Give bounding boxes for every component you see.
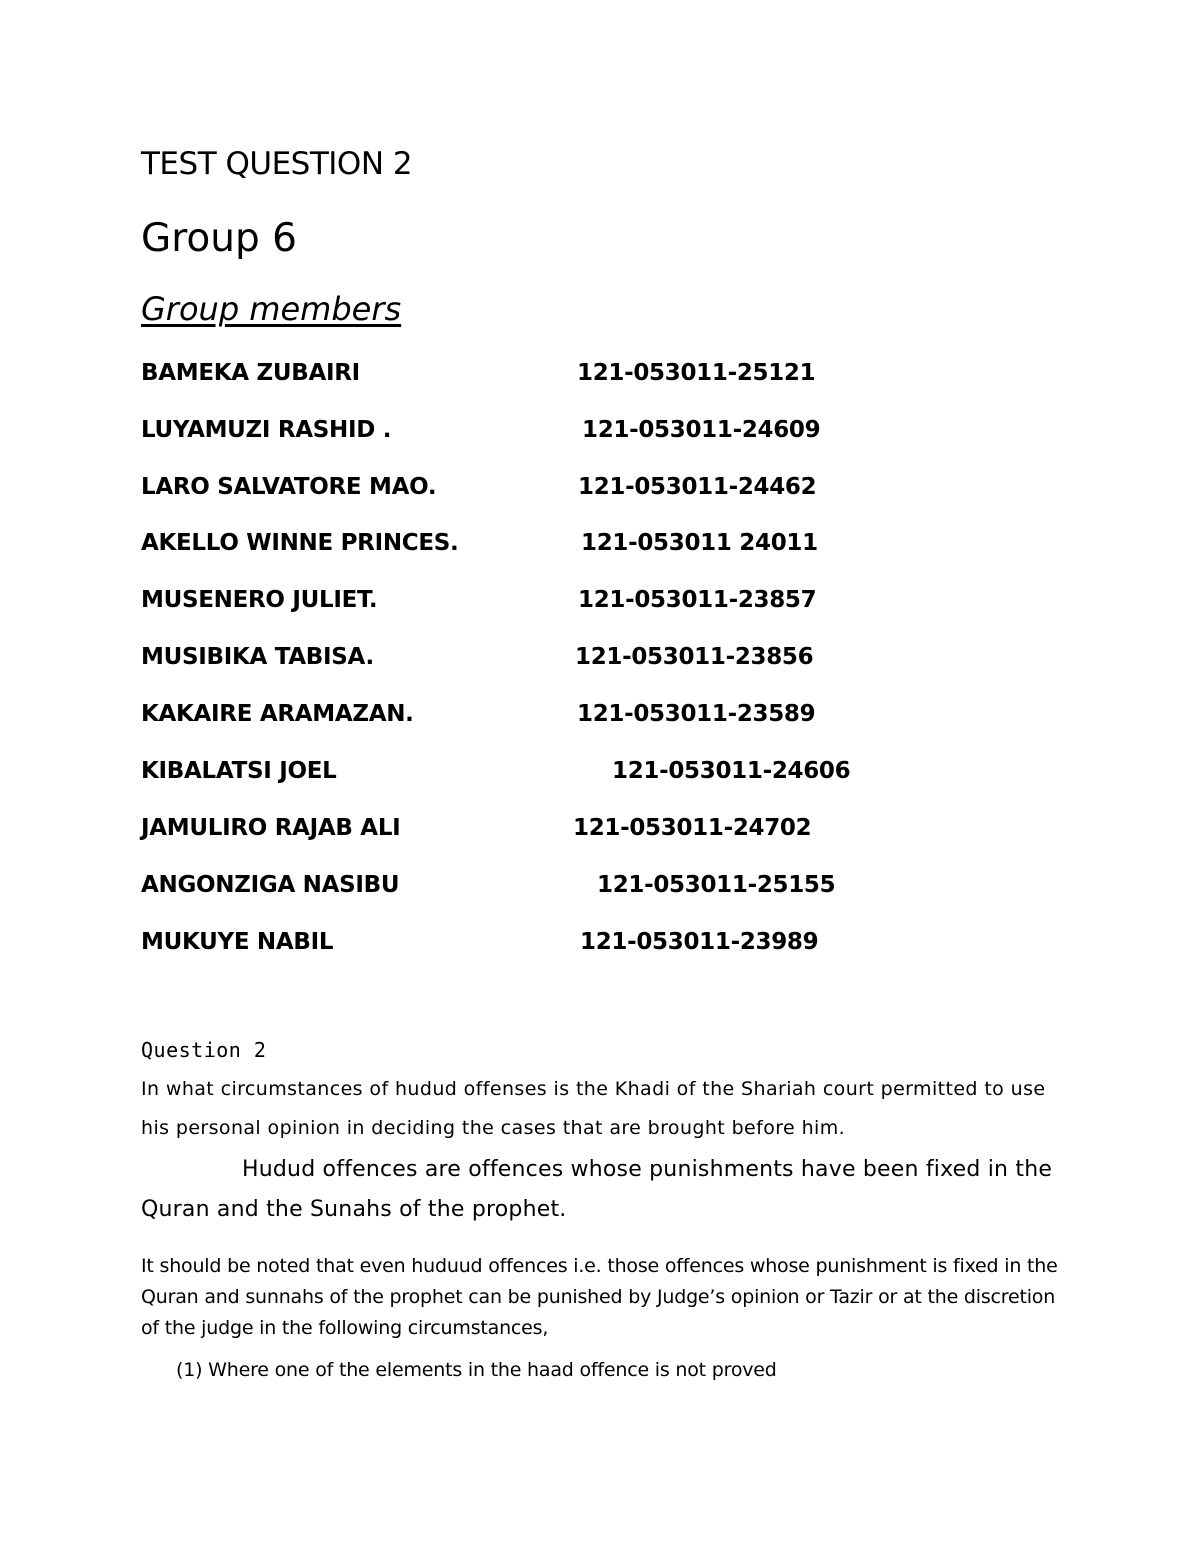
member-id: 121-053011-23989 xyxy=(580,929,819,955)
member-name: JAMULIRO RAJAB ALI xyxy=(141,815,401,841)
member-name: LARO SALVATORE MAO. xyxy=(141,474,437,500)
hudud-definition-paragraph xyxy=(141,1150,1071,1230)
member-row xyxy=(141,644,1041,684)
members-heading: Group members xyxy=(141,290,402,328)
member-id: 121-053011-24702 xyxy=(573,815,812,841)
member-name: KIBALATSI JOEL xyxy=(141,758,337,784)
list-marker: (1) xyxy=(176,1359,203,1381)
member-name: MUSIBIKA TABISA. xyxy=(141,644,374,670)
question-text: In what circumstances of hudud offenses is the Khadi of the Shariah court permitted to use his personal opinion in deciding the cases that are brought before him. xyxy=(141,1078,1046,1139)
member-name: AKELLO WINNE PRINCES. xyxy=(141,530,459,556)
member-name: KAKAIRE ARAMAZAN. xyxy=(141,701,414,727)
member-name: ANGONZIGA NASIBU xyxy=(141,872,400,898)
member-row xyxy=(141,815,1041,855)
member-id: 121-053011-25155 xyxy=(597,872,836,898)
member-row xyxy=(141,587,1041,627)
member-row xyxy=(141,872,1041,912)
question-label: Question 2 xyxy=(141,1038,267,1062)
note-paragraph: It should be noted that even huduud offences i.e. those offences whose punishment is fixed in the Quran and sunnahs of the prophet can be punished by Judge’s opinion or Tazir or at the discretion of the judge in the following circumstances, xyxy=(141,1255,1058,1339)
member-row xyxy=(141,474,1041,514)
member-row xyxy=(141,530,1041,570)
member-name: MUSENERO JULIET. xyxy=(141,587,378,613)
member-id: 121-053011-24609 xyxy=(582,417,821,443)
member-row xyxy=(141,758,1041,798)
member-row xyxy=(141,701,1041,741)
member-id: 121-053011 24011 xyxy=(581,530,818,556)
member-id: 121-053011-24462 xyxy=(578,474,817,500)
group-heading: Group 6 xyxy=(141,216,297,261)
member-id: 121-053011-23589 xyxy=(577,701,816,727)
member-id: 121-053011-25121 xyxy=(577,360,816,386)
member-name: LUYAMUZI RASHID . xyxy=(141,417,392,443)
member-name: BAMEKA ZUBAIRI xyxy=(141,360,360,386)
member-row xyxy=(141,929,1041,969)
member-name: MUKUYE NABIL xyxy=(141,929,334,955)
document-title: TEST QUESTION 2 xyxy=(141,146,413,182)
member-id: 121-053011-23857 xyxy=(578,587,817,613)
member-row xyxy=(141,360,1041,400)
list-item xyxy=(176,1359,777,1381)
member-id: 121-053011-24606 xyxy=(612,758,851,784)
list-item-text: Where one of the elements in the haad offence is not proved xyxy=(208,1359,777,1381)
hudud-definition-text: Hudud offences are offences whose punishments have been fixed in the Quran and the Sunahs of the prophet. xyxy=(141,1157,1053,1222)
member-id: 121-053011-23856 xyxy=(575,644,814,670)
member-row xyxy=(141,417,1041,457)
